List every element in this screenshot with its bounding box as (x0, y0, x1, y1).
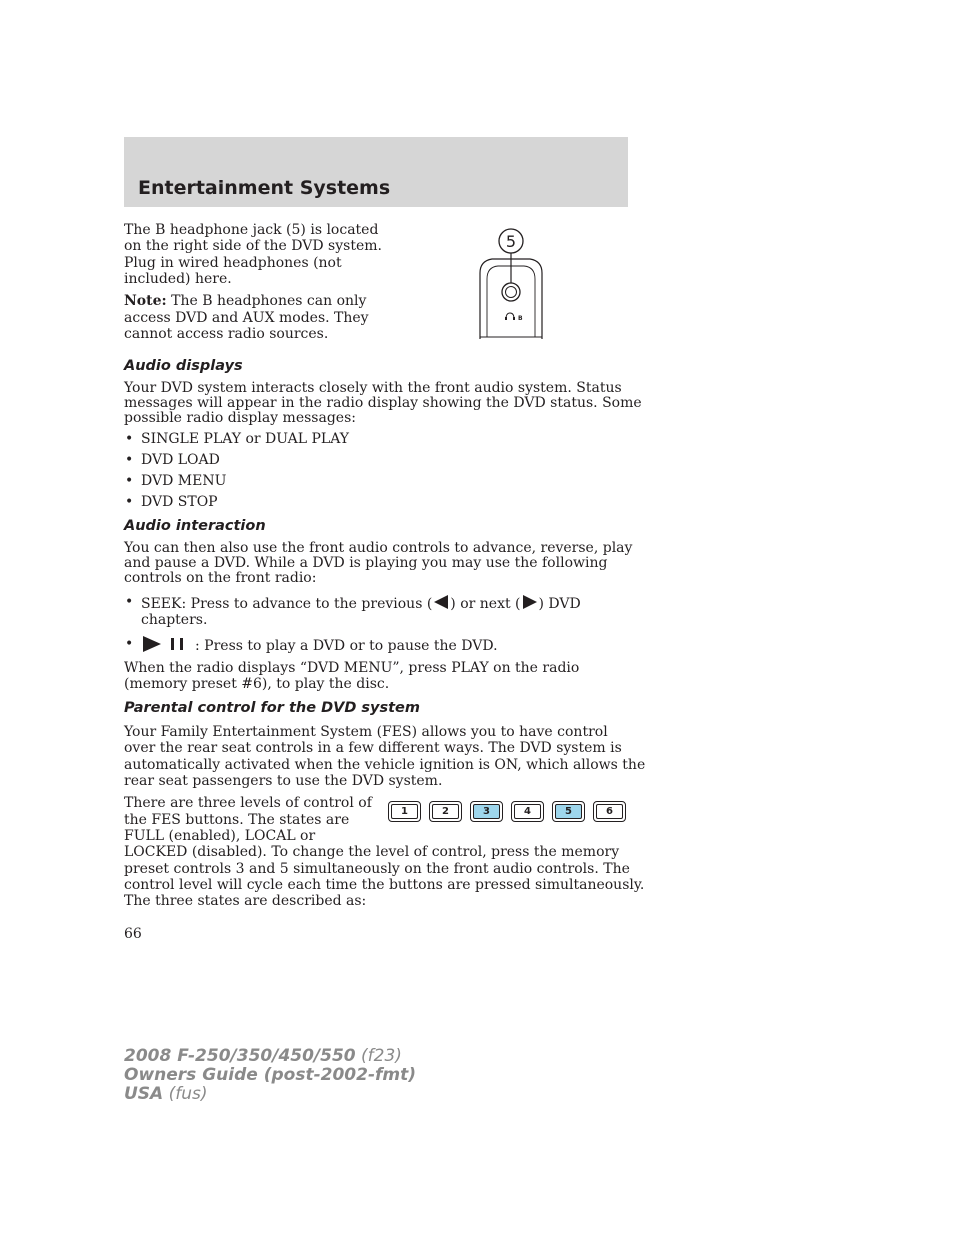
seek-line-2: chapters. (141, 612, 208, 628)
audio-displays-line-3: possible radio display messages: (124, 410, 356, 426)
preset-button-4: 4 (511, 801, 544, 822)
note-line-3: cannot access radio sources. (124, 326, 329, 342)
note-line-2: access DVD and AUX modes. They (124, 310, 369, 326)
note-line-1 (124, 293, 366, 309)
preset-button-1: 1 (388, 801, 421, 822)
parental-line-2: over the rear seat controls in a few different ways. The DVD system is (124, 740, 622, 756)
parental-control-heading: Parental control for the DVD system (124, 700, 421, 716)
audio-interaction-line-3: controls on the front radio: (124, 570, 317, 586)
audio-displays-line-1: Your DVD system interacts closely with the front audio system. Status (124, 380, 622, 396)
levels-line-3: FULL (enabled), LOCAL or (124, 828, 316, 844)
intro-line-1: The B headphone jack (5) is located (124, 222, 379, 238)
section-header-band (124, 137, 628, 207)
headphones-icon (506, 313, 514, 319)
headphone-jack-diagram (470, 225, 560, 345)
jack-label: B (518, 315, 523, 322)
preset-button-3: 3 (470, 801, 503, 822)
dvd-menu-line-2: (memory preset #6), to play the disc. (124, 676, 390, 692)
levels-line-2: the FES buttons. The states are (124, 812, 350, 828)
callout-number: 5 (505, 232, 517, 251)
dvd-menu-line-1: When the radio displays “DVD MENU”, press PLAY on the radio (124, 660, 580, 676)
parental-line-1: Your Family Entertainment System (FES) allows you to have control (124, 724, 608, 740)
footer-model: 2008 F-250/350/450/550 (f23) (124, 1046, 402, 1066)
footer-guide: Owners Guide (post-2002-fmt) (124, 1065, 417, 1085)
audio-interaction-line-1: You can then also use the front audio controls to advance, reverse, play (124, 540, 633, 556)
audio-displays-heading: Audio displays (124, 358, 243, 374)
page-number: 66 (124, 926, 142, 942)
play-icon (141, 636, 163, 652)
footer-region: USA (fus) (124, 1084, 208, 1104)
levels-line-5: preset controls 3 and 5 simultaneously on the front audio controls. The (124, 861, 630, 877)
preset-button-6: 6 (593, 801, 626, 822)
seek-previous-icon (432, 594, 450, 610)
note-label: Note: (124, 293, 167, 309)
audio-interaction-line-2: and pause a DVD. While a DVD is playing you may use the following (124, 555, 608, 571)
audio-displays-line-2: messages will appear in the radio display showing the DVD status. Some (124, 395, 642, 411)
seek-next-icon (521, 594, 539, 610)
levels-line-4: LOCKED (disabled). To change the level of control, press the memory (124, 844, 620, 860)
note-text-1: The B headphones can only (166, 293, 367, 309)
preset-button-5: 5 (552, 801, 585, 822)
intro-line-4: included) here. (124, 271, 232, 287)
memory-preset-buttons (386, 801, 628, 826)
document-footer (124, 1047, 416, 1104)
intro-line-2: on the right side of the DVD system. (124, 238, 382, 254)
levels-line-7: The three states are described as: (124, 893, 367, 909)
levels-line-1: There are three levels of control of (124, 795, 372, 811)
levels-line-6: control level will cycle each time the buttons are pressed simultaneously. (124, 877, 645, 893)
parental-line-4: rear seat passengers to use the DVD system. (124, 773, 443, 789)
pause-icon (163, 636, 195, 652)
jack-socket (506, 287, 517, 298)
intro-line-3: Plug in wired headphones (not (124, 255, 342, 271)
parental-line-3: automatically activated when the vehicle ignition is ON, which allows the (124, 757, 646, 773)
preset-button-2: 2 (429, 801, 462, 822)
audio-interaction-heading: Audio interaction (124, 518, 266, 534)
section-title: Entertainment Systems (138, 177, 391, 199)
